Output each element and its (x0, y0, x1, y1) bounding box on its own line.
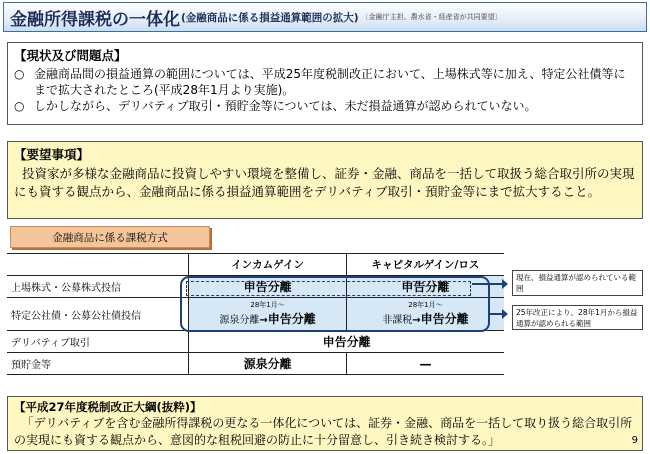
arrow-right-icon: → (412, 315, 421, 326)
request-text (14, 165, 636, 201)
tax-reform-outline-box (7, 396, 643, 451)
page-subtitle: (金融商品に係る損益通算範囲の拡大) (181, 11, 359, 24)
cell-value: 源泉分離 (189, 353, 347, 375)
bullet-item (14, 66, 636, 98)
bullet-item (14, 98, 636, 114)
outline-body: 「デリバティブを含む金融所得課税の更なる一体化については、証券・金融、商品を一括して取り扱う総合取引所の実現にも資する観点から、意図的な租税回避の防止に十分留意し、引き続き検討する。」 (14, 416, 633, 447)
cell-value: 申告分離 (189, 276, 347, 298)
bullet-text: しかしながら、デリバティブ取引・預貯金等については、未だ損益通算が認められていない。 (34, 99, 537, 113)
circle-bullet-icon: ○ (14, 99, 25, 113)
arrow-right-icon (490, 313, 504, 315)
cell-value: 申告分離 (346, 276, 504, 298)
row-label: 預貯金等 (7, 353, 189, 375)
bullet-text: 金融商品間の損益通算の範囲については、平成25年度税制改正において、上場株式等に加え、特定公社債等にまで拡大されたところ(平成28年1月より実施)。 (34, 67, 626, 97)
page-title: 金融所得課税の一体化 (10, 9, 180, 30)
title-bar (3, 2, 647, 32)
revised-scope-note: 25年改正により、28年1月から損益通算が認められる範囲 (512, 305, 643, 330)
new-method: 申告分離 (267, 312, 316, 326)
current-scope-outline (186, 281, 471, 296)
cell-value: — (346, 353, 504, 375)
table-row (7, 331, 504, 353)
request-body: 投資家が多様な金融商品に投資しやすい環境を整備し、証券・金融、商品を一括して取扱う総合取引所の実現にも資する観点から、金融商品に係る損益通算範囲をデリバティブ取引・預貯金等にまで拡大すること。 (14, 166, 635, 199)
old-method: 源泉分離 (219, 315, 260, 326)
date-note: 28年1月〜 (408, 301, 443, 309)
header-capital-gain: キャピタルゲイン/ロス (346, 254, 504, 276)
request-box (7, 141, 643, 219)
header-income-gain: インカムゲイン (189, 254, 347, 276)
cell-value: 申告分離 (189, 331, 504, 353)
arrow-right-icon: → (259, 315, 268, 326)
table-row (7, 353, 504, 375)
row-label: デリバティブ取引 (7, 331, 189, 353)
header-blank (7, 254, 189, 276)
outline-text (14, 415, 636, 449)
row-label: 上場株式・公募株式投信 (7, 276, 189, 298)
table-header-row (7, 254, 504, 276)
current-issues-heading: 【現状及び問題点】 (14, 48, 127, 63)
new-method: 申告分離 (420, 312, 469, 326)
ministry-note: 〔金融庁主担、農水省・経産省が共同要望〕 (361, 13, 502, 21)
row-label: 特定公社債・公募公社債投信 (7, 298, 189, 331)
request-heading: 【要望事項】 (14, 147, 90, 162)
page-number: 9 (631, 435, 638, 446)
current-issues-box (7, 42, 643, 125)
outline-heading: 【平成27年度税制改正大綱(抜粋)】 (14, 400, 202, 414)
circle-bullet-icon: ○ (14, 67, 25, 81)
tax-method-label: 金融商品に係る課税方式 (10, 226, 210, 248)
date-note: 28年1月〜 (250, 301, 285, 309)
current-scope-note: 現在、損益通算が認められている範囲 (512, 270, 643, 296)
old-method: 非課税 (382, 315, 413, 326)
arrow-right-icon (472, 283, 504, 285)
